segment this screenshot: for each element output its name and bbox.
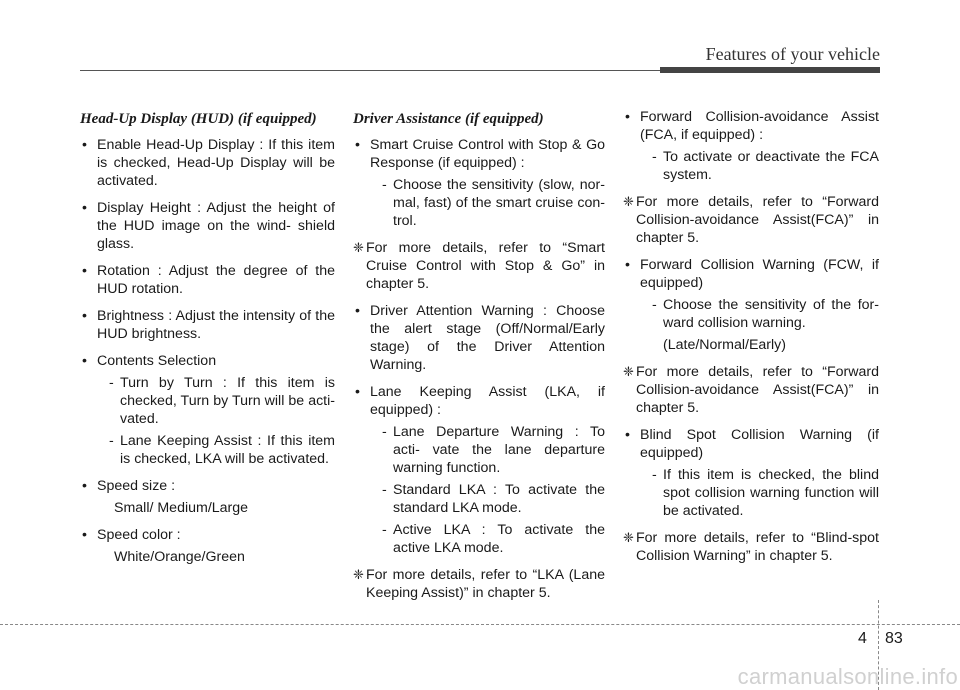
sub-item: - Turn by Turn : If this item is checked, Turn by Turn will be acti- vated. (97, 374, 335, 428)
sub-item: - Choose the sensitivity (slow, nor- mal, fast) of the smart cruise con- trol. (370, 176, 605, 230)
list-item-label: Smart Cruise Control with Stop & Go Response (if equipped) : (370, 137, 605, 171)
section-heading-driver-assistance: Driver Assistance (if equipped) (353, 111, 544, 127)
note-lka (353, 566, 605, 602)
list-item-label: Contents Selection (97, 353, 217, 369)
sub-item: - Lane Departure Warning : To acti- vate the lane departure warning function. (370, 423, 605, 477)
speed-color-value: White/Orange/Green (114, 549, 245, 565)
note-scc (353, 239, 605, 293)
list-item-contents-selection (80, 352, 335, 468)
note-text: For more details, refer to “Blind-spot Collision Warning” in chapter 5. (636, 530, 879, 564)
note-mark-icon: ❈ (623, 530, 634, 545)
list-item-scc (353, 136, 605, 230)
list-item: • Brightness : Adjust the intensity of the HUD brightness. (80, 307, 335, 343)
sub-item: - Standard LKA : To activate the standard LKA mode. (370, 481, 605, 517)
list-item-label: Blind Spot Collision Warning (if equipped) (640, 427, 879, 461)
column-driver-assistance (353, 110, 605, 611)
list-item-label: Speed color : (97, 527, 181, 543)
sub-item-values: (Late/Normal/Early) (663, 337, 786, 353)
list-item-label: Forward Collision Warning (FCW, if equipped) (640, 257, 879, 291)
note-text: For more details, refer to “Smart Cruise Control with Stop & Go” in chapter 5. (366, 240, 605, 292)
list-item-label: Speed size : (97, 478, 176, 494)
header-accent-bar (660, 67, 880, 73)
note-bcw (623, 529, 879, 565)
list-item-fcw (623, 256, 879, 354)
note-text: For more details, refer to “Forward Collision-avoidance Assist(FCA)” in chapter 5. (636, 364, 879, 416)
list-item-fca (623, 108, 879, 184)
note-fcw (623, 363, 879, 417)
page-header-title: Features of your vehicle (705, 44, 880, 64)
sub-item: - Lane Keeping Assist : If this item is checked, LKA will be activated. (97, 432, 335, 468)
list-item: • Display Height : Adjust the height of the HUD image on the wind- shield glass. (80, 199, 335, 253)
chapter-number: 4 (858, 630, 867, 647)
column-collision (623, 108, 879, 574)
note-fca (623, 193, 879, 247)
footer-rule (0, 624, 960, 625)
list-item-bcw (623, 426, 879, 520)
sub-item: - Active LKA : To activate the active LKA mode. (370, 521, 605, 557)
list-item-label: Lane Keeping Assist (LKA, if equipped) : (370, 384, 605, 418)
page-number: 83 (885, 630, 903, 647)
speed-size-value: Small/ Medium/Large (114, 500, 249, 516)
list-item-lka (353, 383, 605, 557)
note-text: For more details, refer to “LKA (Lane Keeping Assist)” in chapter 5. (366, 567, 605, 601)
note-mark-icon: ❈ (353, 240, 364, 255)
note-mark-icon: ❈ (353, 567, 364, 582)
note-text: For more details, refer to “Forward Collision-avoidance Assist(FCA)” in chapter 5. (636, 194, 879, 246)
sub-item: - If this item is checked, the blind spot collision warning function will be activated. (640, 466, 879, 520)
list-item: • Rotation : Adjust the degree of the HUD rotation. (80, 262, 335, 298)
column-hud (80, 110, 335, 575)
section-heading-hud: Head-Up Display (HUD) (if equipped) (80, 111, 317, 127)
list-item-daw: • Driver Attention Warning : Choose the alert stage (Off/Normal/Early stage) of the Driver Attention Warning. (353, 302, 605, 374)
note-mark-icon: ❈ (623, 364, 634, 379)
sub-item: - Choose the sensitivity of the for- ward collision warning. (640, 296, 879, 332)
watermark: carmanualsonline.info (737, 664, 958, 689)
list-item-speed-size (80, 477, 335, 517)
list-item-label: Forward Collision-avoidance Assist (FCA, if equipped) : (640, 109, 879, 143)
sub-item: - To activate or deactivate the FCA system. (640, 148, 879, 184)
note-mark-icon: ❈ (623, 194, 634, 209)
list-item-speed-color (80, 526, 335, 566)
list-item: • Enable Head-Up Display : If this item is checked, Head-Up Display will be activated. (80, 136, 335, 190)
